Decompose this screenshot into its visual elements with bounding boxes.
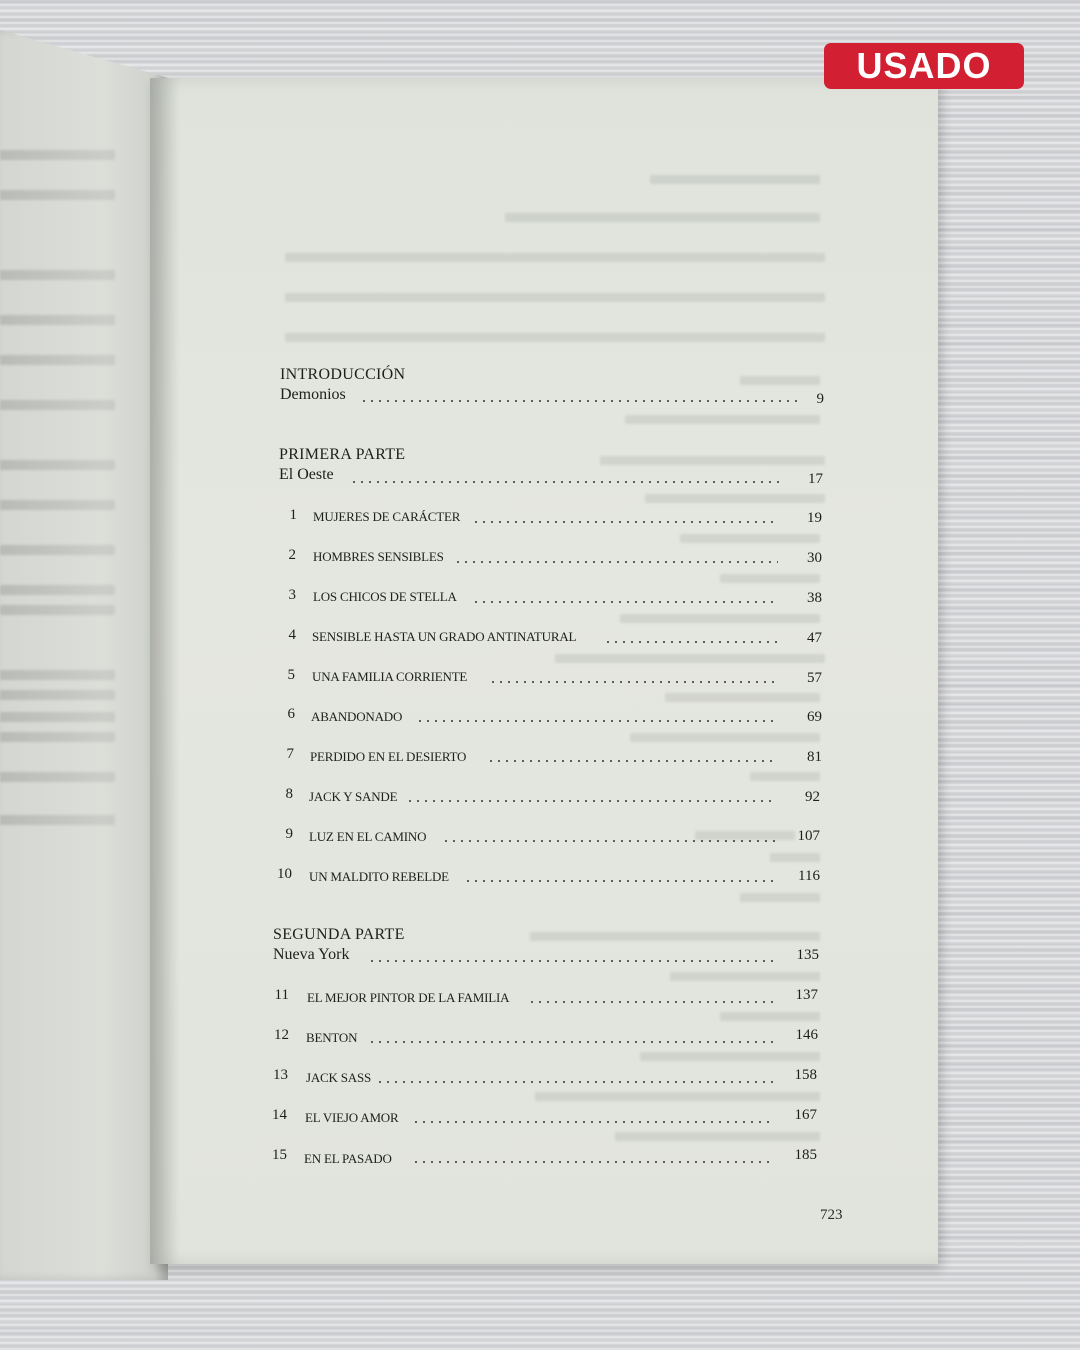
bleed-through-text [720, 1012, 820, 1021]
leader-dots [604, 641, 778, 643]
bleed-through-text [0, 460, 115, 470]
chapter-title: EL VIEJO AMOR [305, 1110, 399, 1125]
leader-dots [416, 720, 778, 722]
chapter-page-number: 69 [807, 709, 822, 725]
bleed-through-text [620, 614, 820, 623]
bleed-through-text [720, 574, 820, 583]
chapter-title: EN EL PASADO [304, 1151, 392, 1166]
chapter-title: HOMBRES SENSIBLES [313, 549, 444, 564]
leader-dots [360, 400, 800, 402]
leader-dots [487, 760, 778, 762]
bleed-through-text [0, 545, 115, 555]
chapter-page-number: 19 [807, 510, 822, 526]
leader-dots [472, 521, 778, 523]
leader-dots [376, 1081, 773, 1083]
chapter-page-number: 81 [807, 749, 822, 765]
bleed-through-text [740, 376, 820, 385]
bleed-through-text [665, 693, 820, 702]
bleed-through-text [0, 355, 115, 365]
chapter-number: 13 [273, 1067, 288, 1083]
chapter-page-number: 167 [794, 1107, 817, 1123]
chapter-title: MUJERES DE CARÁCTER [313, 509, 461, 524]
part1-title: El Oeste [279, 466, 334, 483]
bleed-through-text [505, 213, 820, 222]
leader-dots [489, 681, 778, 683]
leader-dots [412, 1161, 773, 1163]
chapter-title: LOS CHICOS DE STELLA [313, 589, 457, 604]
chapter-number: 2 [288, 547, 296, 563]
bleed-through-text [0, 712, 115, 722]
chapter-title: LUZ EN EL CAMINO [309, 829, 427, 844]
bleed-through-text [0, 400, 115, 410]
page-folio-number: 723 [820, 1207, 843, 1223]
bleed-through-text [0, 605, 115, 615]
chapter-number: 3 [288, 587, 296, 603]
chapter-page-number: 38 [807, 590, 822, 606]
part2-page-number: 135 [796, 947, 819, 963]
bleed-through-text [770, 853, 820, 862]
chapter-number: 7 [286, 746, 294, 762]
bleed-through-text [0, 190, 115, 200]
left-facing-page [0, 30, 168, 1280]
chapter-title: UNA FAMILIA CORRIENTE [312, 669, 468, 684]
chapter-page-number: 47 [807, 630, 822, 646]
chapter-page-number: 92 [805, 789, 820, 805]
bleed-through-text [625, 415, 820, 424]
chapter-page-number: 146 [795, 1027, 818, 1043]
chapter-number: 15 [272, 1147, 287, 1163]
bleed-through-text [645, 494, 825, 503]
bleed-through-text [0, 500, 115, 510]
part2-title: Nueva York [273, 946, 350, 963]
chapter-title: UN MALDITO REBELDE [309, 869, 449, 884]
bleed-through-text [740, 893, 820, 902]
bleed-through-text [555, 654, 825, 663]
bleed-through-text [630, 733, 820, 742]
chapter-page-number: 137 [795, 987, 818, 1003]
leader-dots [412, 1121, 773, 1123]
intro-heading: INTRODUCCIÓN [280, 366, 406, 383]
bleed-through-text [0, 270, 115, 280]
chapter-title: ABANDONADO [311, 709, 403, 724]
bleed-through-text [615, 1132, 820, 1141]
bleed-through-text [0, 815, 115, 825]
chapter-title: EL MEJOR PINTOR DE LA FAMILIA [307, 990, 510, 1005]
leader-dots [442, 840, 776, 842]
chapter-number: 8 [285, 786, 293, 802]
bleed-through-text [750, 772, 820, 781]
bleed-through-text [535, 1092, 820, 1101]
used-condition-badge: USADO [824, 43, 1024, 89]
chapter-page-number: 30 [807, 550, 822, 566]
leader-dots [472, 601, 778, 603]
bleed-through-text [0, 150, 115, 160]
bleed-through-text [695, 831, 795, 840]
intro-title: Demonios [280, 386, 346, 403]
bleed-through-text [285, 253, 825, 262]
bleed-through-text [0, 585, 115, 595]
chapter-number: 14 [272, 1107, 287, 1123]
part1-page-number: 17 [808, 471, 823, 487]
bleed-through-text [680, 534, 820, 543]
bleed-through-text [600, 456, 825, 465]
chapter-title: BENTON [306, 1030, 358, 1045]
bleed-through-text [0, 315, 115, 325]
chapter-title: SENSIBLE HASTA UN GRADO ANTINATURAL [312, 629, 577, 644]
leader-dots [464, 880, 776, 882]
leader-dots [528, 1001, 774, 1003]
chapter-number: 12 [274, 1027, 289, 1043]
part1-heading: PRIMERA PARTE [279, 446, 406, 463]
chapter-number: 11 [274, 987, 289, 1003]
leader-dots [350, 481, 780, 483]
chapter-number: 4 [288, 627, 296, 643]
bleed-through-text [530, 932, 820, 941]
intro-page-number: 9 [816, 391, 824, 407]
bleed-through-text [670, 972, 820, 981]
chapter-number: 6 [287, 706, 295, 722]
bleed-through-text [0, 690, 115, 700]
bleed-through-text [285, 333, 825, 342]
chapter-page-number: 116 [798, 868, 820, 884]
chapter-title: PERDIDO EN EL DESIERTO [310, 749, 467, 764]
chapter-number: 9 [285, 826, 293, 842]
leader-dots [406, 800, 776, 802]
chapter-number: 10 [277, 866, 292, 882]
bleed-through-text [650, 175, 820, 184]
chapter-page-number: 57 [807, 670, 822, 686]
chapter-number: 5 [287, 667, 295, 683]
chapter-title: JACK SASS [306, 1070, 372, 1085]
page-gutter-shadow [150, 78, 180, 1264]
chapter-title: JACK Y SANDE [309, 789, 398, 804]
bleed-through-text [640, 1052, 820, 1061]
chapter-page-number: 107 [797, 828, 820, 844]
part2-heading: SEGUNDA PARTE [273, 926, 405, 943]
leader-dots [454, 561, 778, 563]
chapter-number: 1 [289, 507, 297, 523]
chapter-page-number: 158 [794, 1067, 817, 1083]
leader-dots [368, 960, 776, 962]
bleed-through-text [285, 293, 825, 302]
chapter-page-number: 185 [794, 1147, 817, 1163]
leader-dots [368, 1041, 774, 1043]
bleed-through-text [0, 670, 115, 680]
bleed-through-text [0, 732, 115, 742]
bleed-through-text [0, 772, 115, 782]
